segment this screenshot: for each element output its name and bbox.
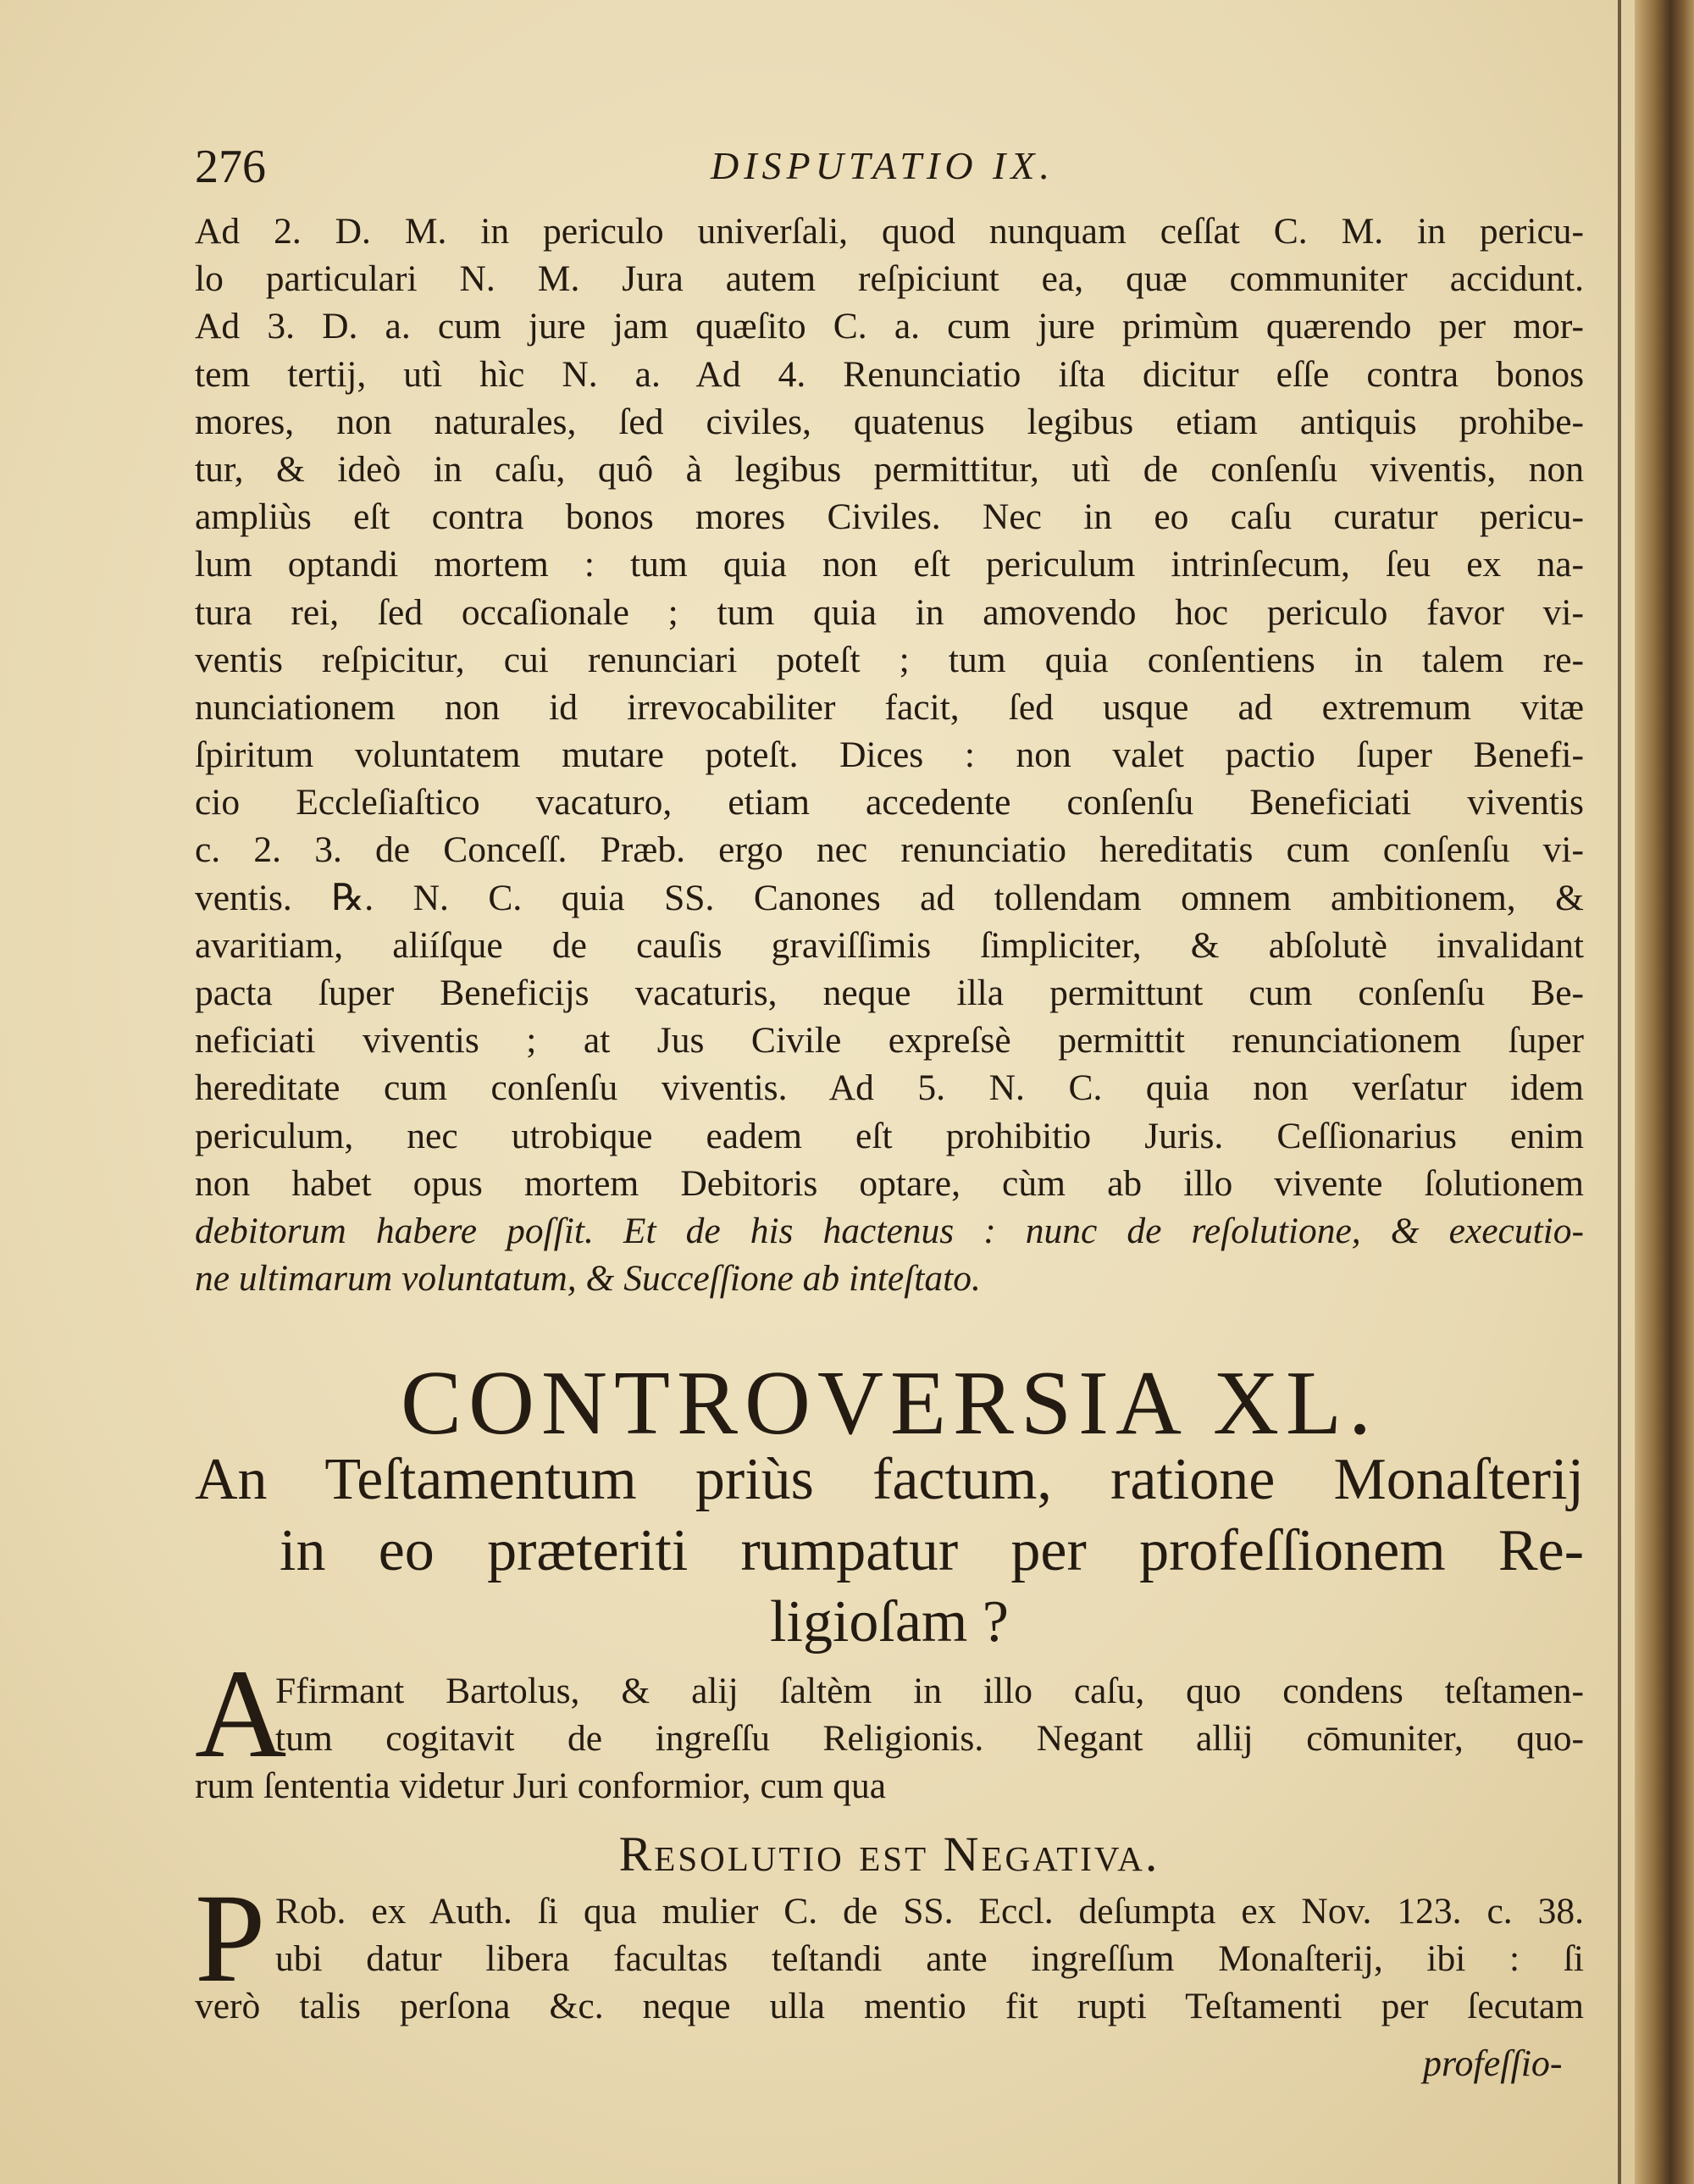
body-line: Ad 2. D. M. in periculo univerſali, quod nunquam ceſſat C. M. in pericu-	[195, 211, 1584, 252]
body-line: avaritiam, aliíſque de cauſis graviſſimis ſimpliciter, & abſolutè invalidant	[195, 924, 1584, 966]
body-line: non habet opus mortem Debitoris optare, cùm ab illo vivente ſolutionem	[195, 1162, 1584, 1204]
paragraph-line: ubi datur libera facultas teſtandi ante ingreſſum Monaſterij, ibi : ſi	[275, 1938, 1584, 1979]
probatio-paragraph	[195, 1868, 1584, 2030]
body-line: Ad 3. D. a. cum jure jam quæſito C. a. cum jure primùm quærendo per mor-	[195, 306, 1584, 347]
body-line: neficiati viventis ; at Jus Civile expreſsè permittit renunciationem ſuper	[195, 1020, 1584, 1062]
body-text	[195, 208, 1584, 1302]
resolution-heading: Resolutio est Negativa.	[618, 1826, 1160, 1882]
body-line: mores, non naturales, ſed civiles, quatenus legibus etiam antiquis prohibe-	[195, 401, 1584, 442]
body-line: tem tertij, utì hìc N. a. Ad 4. Renunciatio iſta dicitur eſſe contra bonos	[195, 353, 1584, 395]
controversia-title: CONTROVERSIA XL.	[400, 1353, 1379, 1454]
paragraph-line: Rob. ex Auth. ſi qua mulier C. de SS. Eccl. deſumpta ex Nov. 123. c. 38.	[275, 1891, 1584, 1932]
paragraph-line: verò talis perſona &c. neque ulla mentio fit rupti Teſtamenti per ſecutam	[195, 1986, 1584, 2026]
controversia-question	[195, 1444, 1584, 1658]
drop-cap: A	[195, 1644, 287, 1784]
paragraph-line: rum ſententia videtur Juri conformior, cum qua	[195, 1765, 887, 1806]
body-line: lo particulari N. M. Jura autem reſpiciunt ea, quæ communiter accidunt.	[195, 258, 1584, 300]
body-line: ſpiritum voluntatem mutare poteſt. Dices : non valet pactio ſuper Benefi-	[195, 734, 1584, 776]
body-line: tura rei, ſed occaſionale ; tum quia in amovendo hoc periculo favor vi-	[195, 591, 1584, 633]
page-edge-line	[1618, 0, 1621, 2184]
body-line: ne ultimarum voluntatum, & Succeſſione ab inteſtato.	[195, 1258, 981, 1300]
question-line: An Teſtamentum priùs factum, ratione Monaſterij	[195, 1447, 1584, 1512]
body-line: c. 2. 3. de Conceſſ. Præb. ergo nec renunciatio hereditatis cum conſenſu vi-	[195, 829, 1584, 871]
body-line: ampliùs eſt contra bonos mores Civiles. Nec in eo caſu curatur pericu-	[195, 496, 1584, 538]
body-line: hereditate cum conſenſu viventis. Ad 5. N. C. quia non verſatur idem	[195, 1067, 1584, 1109]
body-line: ventis reſpicitur, cui renunciari poteſt ; tum quia conſentiens in talem re-	[195, 639, 1584, 680]
affirmant-paragraph	[195, 1644, 1584, 1810]
drop-cap: P	[195, 1868, 266, 2009]
catchword: profeſſio-	[1423, 2043, 1563, 2084]
book-gutter	[1635, 0, 1694, 2184]
paragraph-line: tum cogitavit de ingreſſu Religionis. Negant allij cōmuniter, quo-	[275, 1718, 1584, 1759]
body-line: cio Eccleſiaſtico vacaturo, etiam accedente conſenſu Beneficiati viventis	[195, 782, 1584, 823]
page-header	[188, 140, 1577, 199]
page-number: 276	[195, 141, 266, 193]
body-line: tur, & ideò in caſu, quô à legibus permittitur, utì de conſenſu viventis, non	[195, 448, 1584, 490]
body-line: pacta ſuper Beneficijs vacaturis, neque illa permittunt cum conſenſu Be-	[195, 973, 1584, 1013]
body-line: ventis. ℞. N. C. quia SS. Canones ad tollendam omnem ambitionem, &	[195, 877, 1584, 918]
question-line: in eo præteriti rumpatur per profeſſionem Re-	[280, 1518, 1584, 1583]
running-head: DISPUTATIO IX.	[711, 144, 1055, 187]
question-line: ligioſam ?	[770, 1589, 1009, 1655]
body-line: debitorum habere poſſit. Et de his hactenus : nunc de reſolutione, & executio-	[195, 1210, 1584, 1251]
body-line: periculum, nec utrobique eadem eſt prohibitio Juris. Ceſſionarius enim	[195, 1115, 1584, 1156]
body-line: nunciationem non id irrevocabiliter facit, ſed usque ad extremum vitæ	[195, 686, 1584, 728]
body-line: lum optandi mortem : tum quia non eſt periculum intrinſecum, ſeu ex na-	[195, 544, 1584, 585]
paragraph-line: Ffirmant Bartolus, & alij ſaltèm in illo caſu, quo condens teſtamen-	[275, 1671, 1584, 1711]
